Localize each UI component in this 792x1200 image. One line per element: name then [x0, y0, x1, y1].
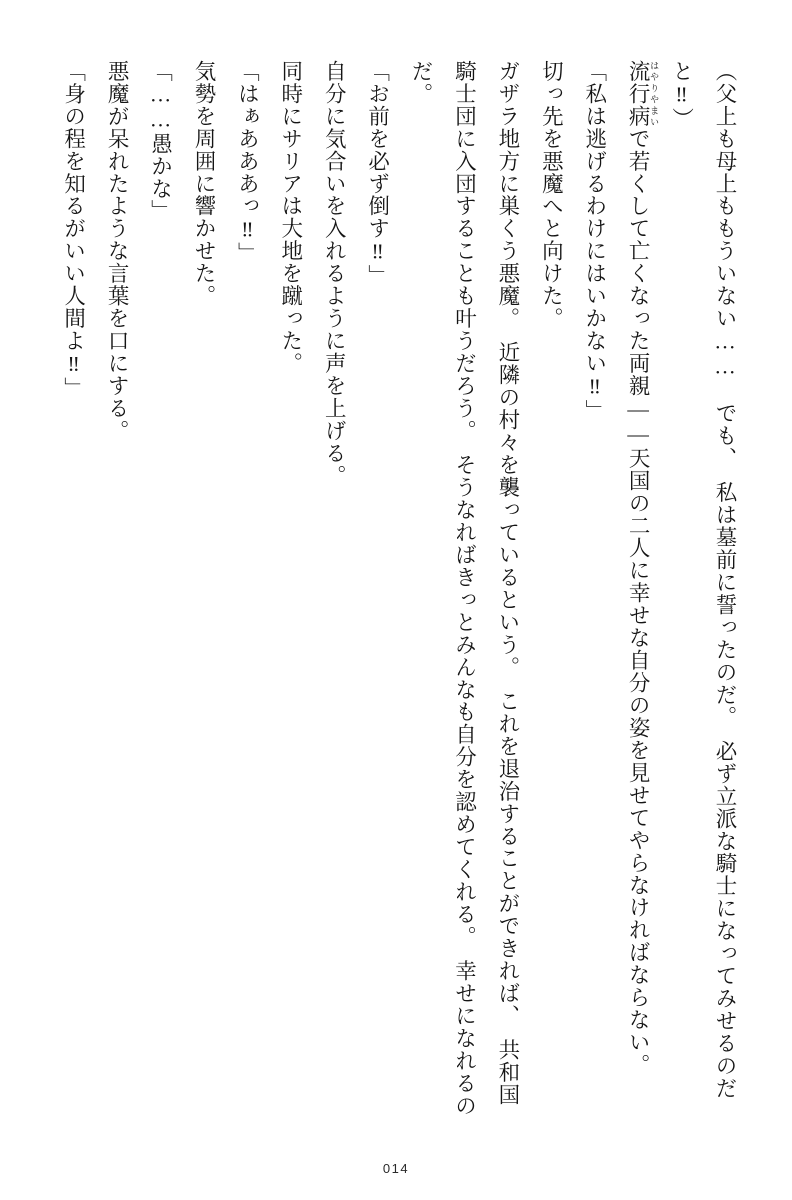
ruby-base: 流行病 — [626, 60, 651, 128]
paragraph-13: 「身の程を知るがいい人間よ‼」 — [61, 60, 86, 400]
paragraph-11: 「……愚かな」 — [148, 60, 173, 223]
paragraph-6: 「お前を必ず倒す‼」 — [365, 60, 390, 288]
paragraph-10: 気勢を周囲に響かせた。 — [191, 60, 216, 308]
paragraph-5: ガザラ地方に巣くう悪魔。 近隣の村々を襲っているという。 これを退治することができれば、 共和国騎士団に入団することも叶うだろう。 そうなればきっとみんなも自分を認めてくれる。 幸せになれるのだ。 — [409, 60, 520, 1117]
paragraph-12: 悪魔が呆れたような言葉を口にする。 — [105, 60, 130, 442]
paragraph-3: 「私は逃げるわけにはいかない‼」 — [582, 60, 607, 422]
ruby-hayariyamai — [626, 60, 660, 128]
paragraph-2 — [616, 60, 659, 1120]
paragraph-4: 切っ先を悪魔へと向けた。 — [539, 60, 564, 330]
ruby-text: はやりやまい — [649, 60, 660, 128]
paragraph-1: （父上も母上ももういない…… でも、 私は墓前に誓ったのだ。 必ず立派な騎士になってみせるのだと‼） — [669, 60, 737, 1100]
paragraph-2-rest: で若くして亡くなった両親——天国の二人に幸せな自分の姿を見せてやらなければならない。 — [626, 127, 651, 1077]
vertical-text-block — [46, 60, 746, 1120]
paragraph-7: 自分に気合いを入れるように声を上げる。 — [322, 60, 347, 487]
paragraph-9: 「はぁあああっ‼」 — [235, 60, 260, 265]
page-number: 014 — [382, 1161, 410, 1176]
paragraph-8: 同時にサリアは大地を蹴った。 — [278, 60, 303, 375]
